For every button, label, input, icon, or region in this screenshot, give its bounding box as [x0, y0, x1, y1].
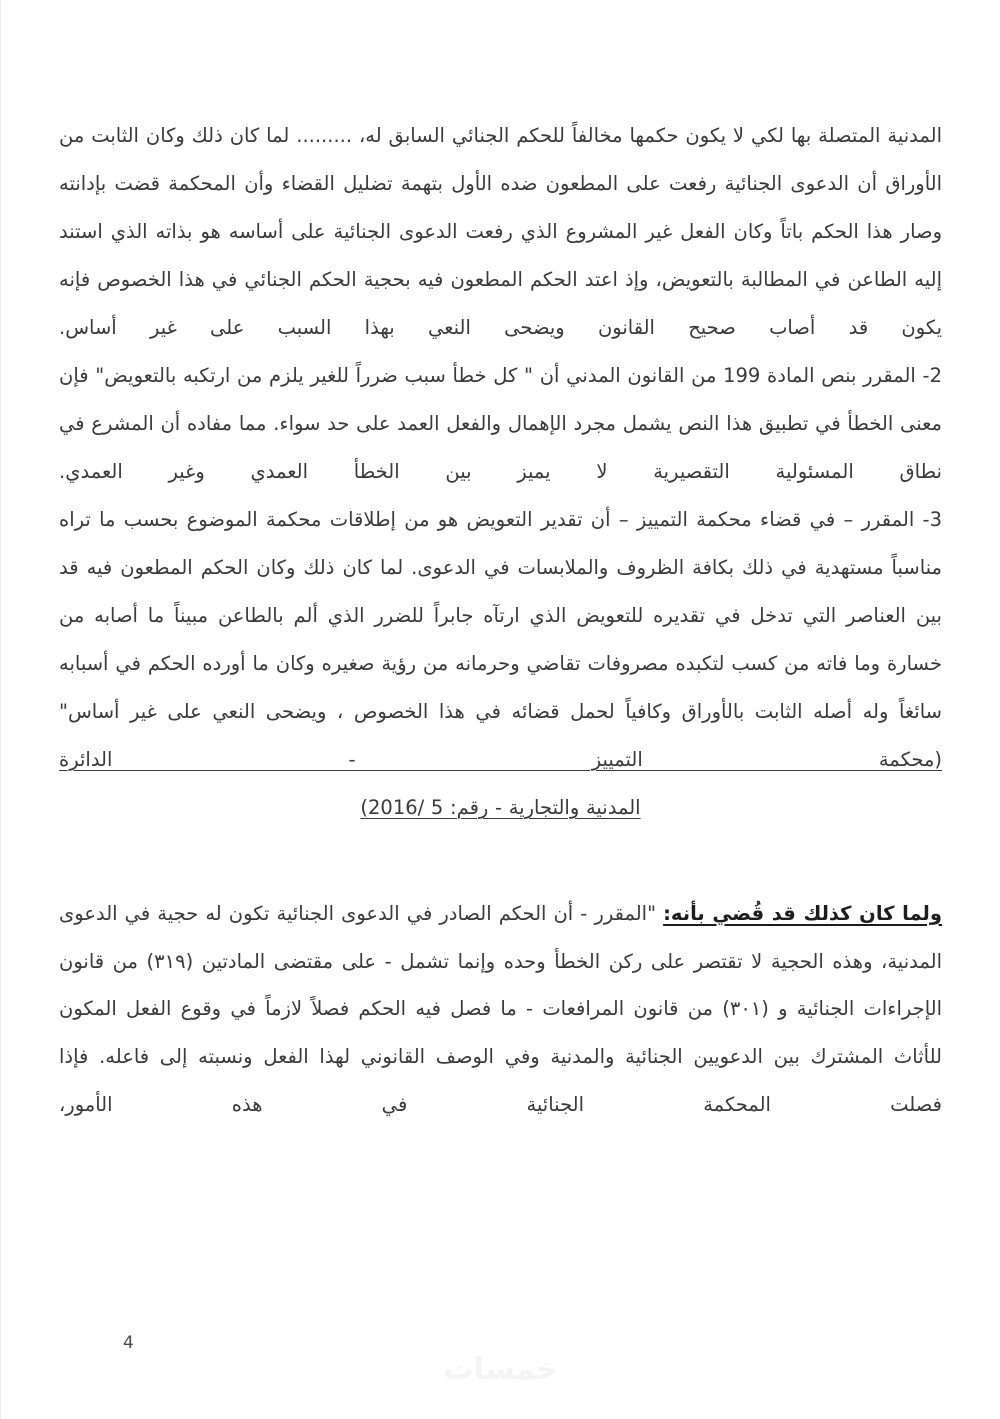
- paragraph-item-3: [59, 496, 942, 784]
- paragraph-final: [59, 890, 942, 1130]
- court-citation-line-2-wrapper: [59, 784, 942, 832]
- final-paragraph-text: "المقرر - أن الحكم الصادر في الدعوى الجنائية تكون له حجية في الدعوى المدنية، وهذه الحجية لا تقتصر على ركن الخطأ وحده وإنما تشمل - على مقتضى المادتين (٣١٩) من قانون الإجراءات الجنائية و (٣٠١) من قانون المرافعات - ما فصل فيه الحكم فصلاً لازماً في وقوع الفعل المكون للأثاث المشترك بين الدعويين الجنائية والمدنية وفي الوصف القانوني لهذا الفعل ونسبته إلى فاعله. فإذا فصلت المحكمة الجنائية في هذه الأمور،: [59, 901, 942, 1117]
- watermark: خمسات: [443, 1352, 558, 1387]
- final-lead-in-phrase: ولما كان كذلك قد قُضي بأنه:: [663, 901, 942, 925]
- page-number: 4: [123, 1333, 134, 1353]
- document-body: [59, 112, 942, 1129]
- paragraph-item-2: 2- المقرر بنص المادة 199 من القانون المدني أن " كل خطأ سبب ضرراً للغير يلزم من ارتكبه بالتعويض" فإن معنى الخطأ في تطبيق هذا النص يشمل مجرد الإهمال والفعل العمد على حد سواء. مما مفاده أن المشرع في نطاق المسئولية التقصيرية لا يميز بين الخطأ العمدي وغير العمدي.: [59, 363, 942, 483]
- court-citation-line-2: المدنية والتجارية - رقم: 5 /2016): [360, 795, 641, 819]
- paragraph-continuation: المدنية المتصلة بها لكي لا يكون حكمها مخالفاً للحكم الجنائي السابق له، ......... لما كان ذلك وكان الثابت من الأوراق أن الدعوى الجنائية رفعت على المطعون ضده الأول بتهمة تضليل القضاء وأن المحكمة قضت بإدانته وصار هذا الحكم باتاً وكان الفعل غير المشروع الذي رفعت الدعوى الجنائية على أساسه هو بذاته الذي استند إليه الطاعن في المطالبة بالتعويض، وإذ اعتد الحكم المطعون فيه بحجية الحكم الجنائي في هذا الخصوص فإنه يكون قد أصاب صحيح القانون ويضحى النعي بهذا السبب على غير أساس.: [59, 124, 942, 339]
- item-3-text: 3- المقرر – في قضاء محكمة التمييز – أن تقدير التعويض هو من إطلاقات محكمة الموضوع بحسب ما تراه مناسباً مستهدية في ذلك بكافة الظروف والملابسات في الدعوى. لما كان ذلك وكان الحكم المطعون فيه قد بين العناصر التي تدخل في تقديره للتعويض الذي ارتآه جابراً للضرر الذي ألم بالطاعن مبيناً ما أصابه من خسارة وما فاته من كسب لتكبده مصروفات تقاضي وحرمانه من رؤية صغيره وكان ما أورده الحكم في أسبابه سائغاً وله أصله الثابت بالأوراق وكافياً لحمل قضائه في هذا الخصوص ، ويضحى النعي على غير أساس": [59, 507, 942, 723]
- paragraph-spacer: [59, 832, 942, 890]
- court-citation-line-1: (محكمة التمييز - الدائرة: [59, 747, 942, 771]
